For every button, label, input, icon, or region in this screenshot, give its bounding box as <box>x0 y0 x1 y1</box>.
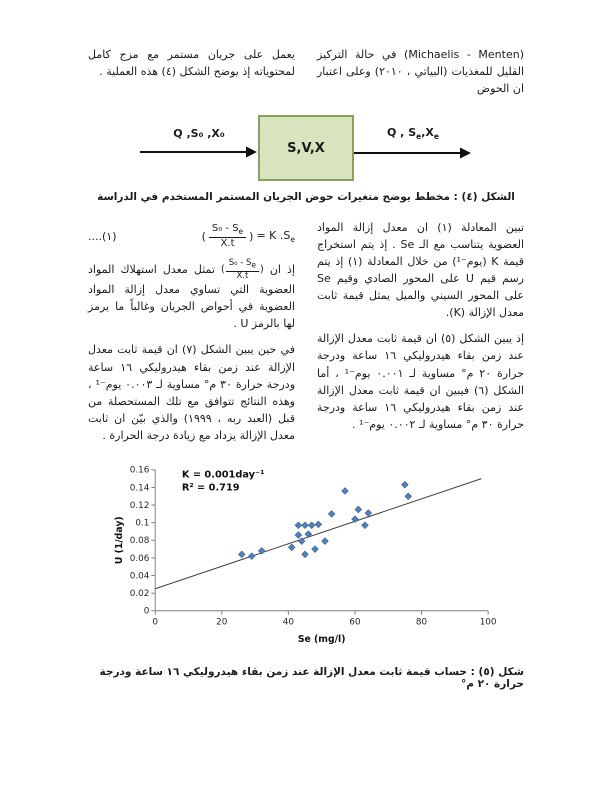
fraction-numerator <box>209 223 246 238</box>
data-point <box>328 510 335 517</box>
numerator-sub: e <box>238 227 244 237</box>
intro-column-left <box>88 46 295 97</box>
paragraph-k-values: إذ يبين الشكل (٥) ان قيمة ثابت معدل الإزالة عند زمن بقاء هيدروليكي ١٦ ساعة ودرجة حرارة ٢٠ م° مساوية لـ ٠.٠٠١ يوم⁻¹ ، أما الشكل (٦) فيبين ان قيمة ثابت معدل الإزالة عند زمن بقاء هيدروليكي ١٦ ساعة ودرجة حرارة ٣٠ م° مساوية لـ ٠.٠٠٢ يوم⁻¹ . <box>317 332 525 431</box>
paragraph-equation-explanation: تبين المعادلة (١) ان معدل إزالة المواد العضوية يتناسب مع الـ Se . إذ يتم استخراج قيمة K (يوم⁻¹) من خلال المعادلة (١) إذ يتم رسم قيم U على المحور الصادي وقيم Se على المحور السيني والميل يمثل قيمة ثابت معدل الإزالة (K). <box>317 221 525 320</box>
flow-diagram <box>88 115 524 181</box>
y-tick-label: 0.16 <box>129 465 150 476</box>
data-point <box>302 522 309 529</box>
data-point <box>295 531 302 538</box>
data-point <box>302 551 309 558</box>
equation-fraction <box>209 223 246 249</box>
y-tick-label: 0.1 <box>135 518 150 529</box>
x-tick-label: 40 <box>282 617 294 628</box>
x-tick-label: 20 <box>216 617 228 628</box>
main-column-left <box>88 219 295 444</box>
main-section <box>88 219 524 444</box>
chart-annotation: K = 0.001day⁻¹ <box>181 469 265 481</box>
intro-paragraph-left: يعمل على جريان مستمر مع مزج كامل لمحتوياته إذ يوضح الشكل (٤) هذه العملية . <box>88 48 295 79</box>
equation-rhs <box>256 229 295 244</box>
equation-1 <box>88 223 295 249</box>
y-tick-label: 0.08 <box>129 535 150 546</box>
paragraph-segment: إذ ان <box>269 263 296 277</box>
inline-fraction-numerator <box>226 259 259 271</box>
y-tick-label: 0.02 <box>129 588 150 599</box>
data-point <box>352 516 359 523</box>
y-tick-label: 0.06 <box>129 553 150 564</box>
intro-column-right <box>317 46 524 97</box>
main-column-right <box>317 219 524 444</box>
reactor-box <box>258 115 354 181</box>
data-point <box>342 487 349 494</box>
intro-section <box>88 46 524 97</box>
data-point <box>365 509 372 516</box>
data-point <box>315 521 322 528</box>
data-point <box>402 481 409 488</box>
data-point <box>312 546 319 553</box>
inline-numerator-sub: e <box>251 260 257 270</box>
flow-diagram-figure <box>88 115 524 181</box>
inflow-label: Q ,S₀ ,X₀ <box>173 127 225 141</box>
x-axis-title: Se (mg/l) <box>297 633 346 645</box>
data-point <box>362 522 369 529</box>
data-point <box>295 522 302 529</box>
chart-annotation: R² = 0.719 <box>181 482 240 494</box>
figure4-caption: الشكل (٤) : مخطط يوضح متغيرات حوض الجريان المستمر المستخدم في الدراسة <box>97 191 515 204</box>
data-point <box>308 522 315 529</box>
x-tick-label: 0 <box>152 617 159 628</box>
trendline <box>155 478 481 588</box>
rhs-sub: e <box>290 234 295 244</box>
rhs-text: = K .S <box>256 228 291 242</box>
inflow <box>140 127 258 159</box>
data-point <box>322 538 329 545</box>
fraction-denominator: X.t <box>220 237 235 249</box>
equation-number: ....(١) <box>88 229 117 243</box>
data-point <box>238 551 245 558</box>
inline-fraction-expression <box>221 259 264 281</box>
intro-paragraph-right: (Michaelis - Menten) في حالة التركيز القليل للمغذيات (البياتي ، ٢٠١٠) وعلى اعتبار ان الحوض <box>317 48 525 96</box>
equation-open-paren: ( <box>201 229 206 243</box>
inline-numerator-text: S₀ - S <box>228 258 252 269</box>
inline-fraction-denominator: X.t <box>236 270 249 281</box>
outflow-label <box>387 126 439 141</box>
inline-fraction <box>226 259 259 281</box>
y-tick-label: 0.12 <box>129 500 150 511</box>
reactor-label: S,V,X <box>287 140 325 156</box>
y-tick-label: 0 <box>143 606 150 617</box>
inflow-arrow-icon <box>140 145 258 159</box>
data-point <box>248 553 255 560</box>
scatter-chart-figure <box>88 460 524 652</box>
outflow-label-sub: e <box>416 132 422 142</box>
equation-close-paren: ) <box>249 229 254 243</box>
inline-close-paren: ) <box>260 263 264 275</box>
x-tick-label: 100 <box>479 617 497 628</box>
outflow-label-sub: e <box>433 132 439 142</box>
scatter-chart <box>110 460 502 648</box>
equation-expression <box>202 223 295 249</box>
data-point <box>405 493 412 500</box>
x-tick-label: 80 <box>415 617 428 628</box>
y-tick-label: 0.04 <box>129 571 150 582</box>
outflow-label-part: ,X <box>421 126 434 140</box>
data-point <box>288 544 295 551</box>
outflow <box>354 126 472 160</box>
numerator-text: S₀ - S <box>211 223 239 235</box>
paragraph-segment: تمثل معدل استهلاك المواد العضوية التي تساوي معدل إزالة المواد العضوية في أحواض الجريان وغالباً ما يرمز لها بالرمز U . <box>88 263 295 331</box>
outflow-arrow-icon <box>354 146 472 160</box>
paragraph-utilization-rate <box>88 259 295 332</box>
paragraph-temperature-effect: في حين يبين الشكل (٧) ان قيمة ثابت معدل الإزالة عند زمن بقاء هيدروليكي ١٦ ساعة ودرجة حرارة ٣٠ م° مساوية لـ ٠.٠٠٣ يوم⁻¹ ، وهذه النتائج تتوافق مع تلك المستحصلة من قبل (العبد ربه ، ١٩٩٩) والذي بيّن ان ثابت معدل الإزالة يزداد مع زيادة درجة الحرارة . <box>88 343 296 442</box>
y-tick-label: 0.14 <box>129 483 150 494</box>
outflow-label-part: Q , S <box>387 126 417 140</box>
figure5-caption: شكل (٥) : حساب قيمة ثابت معدل الإزالة عند زمن بقاء هيدروليكي ١٦ ساعة ودرجة حرارة ٢٠ م° <box>99 665 524 690</box>
y-axis-title: U (1/day) <box>113 516 125 564</box>
inline-open-paren: ( <box>221 263 225 275</box>
data-point <box>355 506 362 513</box>
x-tick-label: 60 <box>349 617 361 628</box>
